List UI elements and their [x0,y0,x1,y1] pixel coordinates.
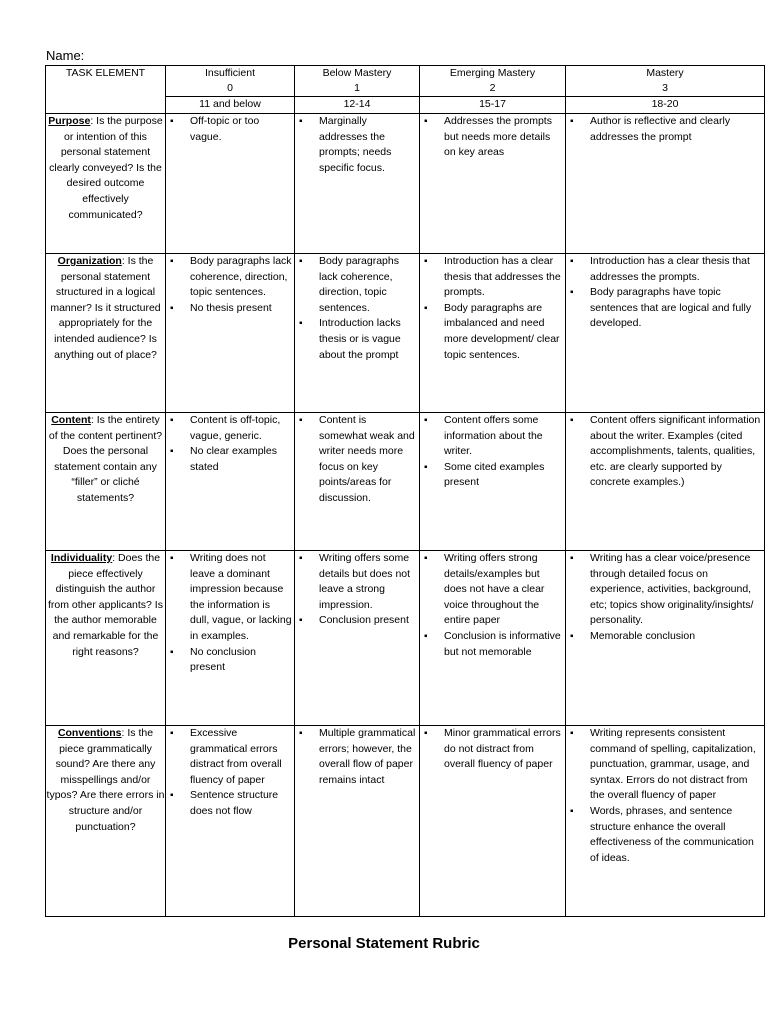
criteria-item: ▪ Writing offers strong details/examples but does not have a clear voice throughout the entire paper [420,551,565,629]
criteria-cell [166,254,295,413]
criteria-cell [295,413,420,551]
criteria-cell [566,114,765,254]
criteria-cell [420,413,566,551]
criteria-item: ▪ Body paragraphs lack coherence, direction, topic sentences. [295,254,419,316]
rubric-row-organization [46,254,765,413]
criteria-list [295,114,419,176]
criteria-list [166,413,294,475]
criteria-list [566,254,764,332]
criteria-list [420,254,565,363]
criteria-list [420,114,565,161]
task-keyword: Content [51,414,91,426]
criteria-item: ▪ Some cited examples present [420,460,565,491]
score-range: 11 and below [166,97,295,114]
task-element-cell [46,114,166,254]
score-range: 12-14 [295,97,420,114]
criteria-list [166,254,294,316]
name-label: Name: [46,48,85,63]
header-row [46,66,765,97]
criteria-cell [566,551,765,726]
level-score: 2 [489,82,496,94]
criteria-cell [566,413,765,551]
criteria-cell [566,254,765,413]
task-question: : Is the personal statement structured in a logical manner? Is it structured appropriately for the intended audience? Is anything out of place? [50,255,161,361]
criteria-item: ▪ Conclusion present [295,613,419,629]
criteria-list [166,114,294,145]
rubric-row-conventions [46,726,765,917]
criteria-item: ▪ Excessive grammatical errors distract from overall fluency of paper [166,726,294,788]
criteria-item: ▪ Writing has a clear voice/presence through detailed focus on experience, activities, background, etc; topics show originality/insights/ personality. [566,551,764,629]
score-range: 15-17 [420,97,566,114]
criteria-list [420,726,565,773]
criteria-cell [166,114,295,254]
page-title: Personal Statement Rubric [288,935,480,952]
task-keyword: Individuality [50,552,113,564]
task-keyword: Purpose [48,115,91,127]
task-keyword: Organization [57,255,122,267]
task-question: : Does the piece effectively distinguish the author from other applicants? Is the author memorable and remarkable for the right reasons? [48,552,163,658]
level-header-below-mastery [295,66,420,97]
criteria-cell [566,726,765,917]
criteria-list [566,114,764,145]
criteria-cell [295,551,420,726]
criteria-item: ▪ Writing represents consistent command of spelling, capitalization, punctuation, grammar, usage, and syntax. Errors do not distract from the overall fluency of paper [566,726,764,804]
criteria-item: ▪ Marginally addresses the prompts; needs specific focus. [295,114,419,176]
rubric-row-content [46,413,765,551]
level-name: Below Mastery [322,67,392,79]
criteria-cell [295,726,420,917]
criteria-list [295,413,419,507]
criteria-list [166,726,294,820]
criteria-item: ▪ Author is reflective and clearly addresses the prompt [566,114,764,145]
criteria-list [295,254,419,363]
criteria-list [295,726,419,788]
level-name: Emerging Mastery [449,67,536,79]
criteria-item: ▪ Content offers significant information about the writer. Examples (cited accomplishments, talents, qualities, etc. are clearly supported by concrete examples.) [566,413,764,491]
criteria-item: ▪ Memorable conclusion [566,629,764,645]
level-header-mastery [566,66,765,97]
criteria-item: ▪ Multiple grammatical errors; however, the overall flow of paper remains intact [295,726,419,788]
task-keyword: Conventions [57,727,122,739]
level-score: 0 [227,82,233,94]
criteria-item: ▪ No conclusion present [166,645,294,676]
criteria-cell [420,114,566,254]
criteria-item: ▪ Introduction lacks thesis or is vague about the prompt [295,316,419,363]
level-name: Mastery [646,67,684,79]
level-header-emerging-mastery [420,66,566,97]
criteria-item: ▪ Conclusion is informative but not memorable [420,629,565,660]
criteria-list [420,551,565,660]
criteria-item: ▪ Content is somewhat weak and writer needs more focus on key points/areas for discussion. [295,413,419,507]
task-element-cell [46,551,166,726]
criteria-item: ▪ No clear examples stated [166,444,294,475]
score-range: 18-20 [566,97,765,114]
criteria-item: ▪ Addresses the prompts but needs more details on key areas [420,114,565,161]
task-element-cell [46,413,166,551]
criteria-item: ▪ Off-topic or too vague. [166,114,294,145]
criteria-list [166,551,294,676]
criteria-item: ▪ Body paragraphs lack coherence, direction, topic sentences. [166,254,294,301]
task-element-header: TASK ELEMENT [46,66,166,114]
criteria-list [566,726,764,866]
criteria-list [420,413,565,491]
level-header-insufficient [166,66,295,97]
task-element-cell [46,726,166,917]
level-score: 3 [662,82,668,94]
task-question: : Is the piece grammatically sound? Are there any misspellings and/or typos? Are there errors in structure and/or punctuation? [46,727,165,833]
criteria-cell [166,726,295,917]
criteria-cell [166,413,295,551]
criteria-item: ▪ Body paragraphs are imbalanced and need more development/ clear topic sentences. [420,301,565,363]
criteria-item: ▪ Writing offers some details but does not leave a strong impression. [295,551,419,613]
criteria-item: ▪ Introduction has a clear thesis that addresses the prompts. [420,254,565,301]
task-element-cell [46,254,166,413]
criteria-cell [295,254,420,413]
level-score: 1 [354,82,360,94]
criteria-item: ▪ Sentence structure does not flow [166,788,294,819]
criteria-item: ▪ Introduction has a clear thesis that addresses the prompts. [566,254,764,285]
criteria-list [566,551,764,645]
criteria-cell [420,254,566,413]
task-question: : Is the entirety of the content pertinent? Does the personal statement contain any “filler” or cliché statements? [48,414,163,504]
criteria-item: ▪ Content offers some information about the writer. [420,413,565,460]
criteria-cell [166,551,295,726]
task-question: : Is the purpose or intention of this personal statement clearly conveyed? Is the desired outcome effectively communicated? [49,115,163,221]
criteria-list [566,413,764,491]
criteria-list [295,551,419,629]
rubric-table [45,65,765,917]
criteria-item: ▪ Minor grammatical errors do not distract from overall fluency of paper [420,726,565,773]
criteria-item: ▪ No thesis present [166,301,294,317]
rubric-row-individuality [46,551,765,726]
criteria-cell [420,726,566,917]
criteria-cell [420,551,566,726]
level-name: Insufficient [204,67,255,79]
criteria-item: ▪ Words, phrases, and sentence structure enhance the overall effectiveness of the communication of ideas. [566,804,764,866]
criteria-item: ▪ Body paragraphs have topic sentences that are logical and fully developed. [566,285,764,332]
rubric-row-purpose [46,114,765,254]
criteria-item: ▪ Content is off-topic, vague, generic. [166,413,294,444]
criteria-item: ▪ Writing does not leave a dominant impression because the information is dull, vague, or lacking in examples. [166,551,294,645]
criteria-cell [295,114,420,254]
